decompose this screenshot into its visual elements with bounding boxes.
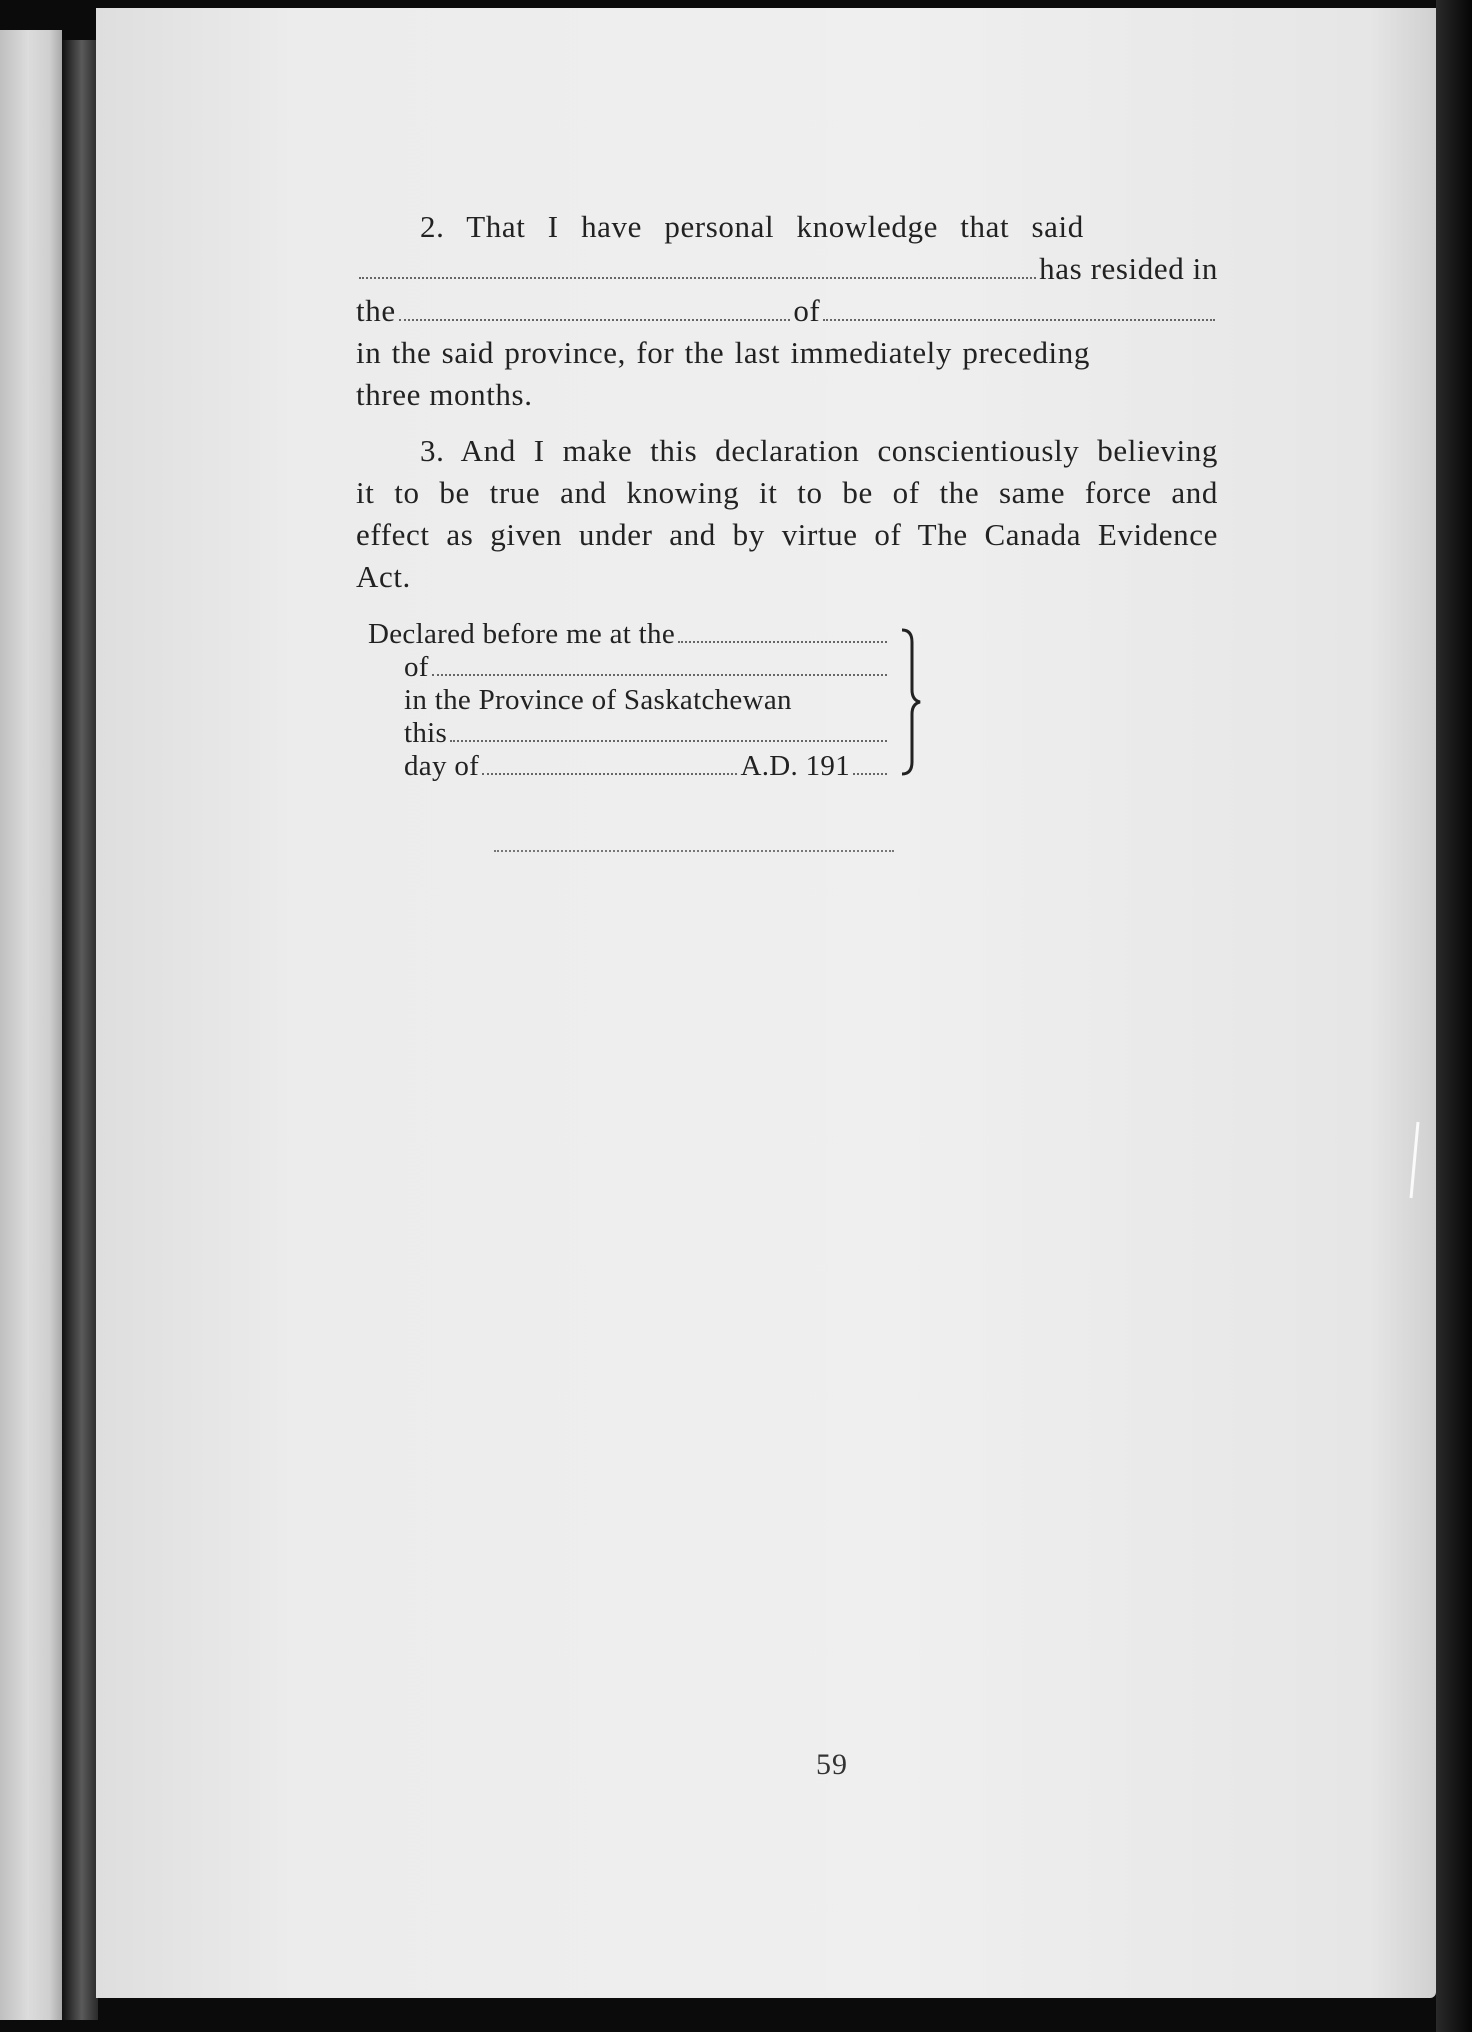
scan-border	[1436, 0, 1472, 2032]
left-page-edge	[0, 30, 62, 2020]
jurat-line-4	[368, 717, 890, 750]
jurat-place-blank	[678, 640, 887, 643]
jurat-day-of-text: day of	[404, 750, 480, 782]
locality-blank	[823, 318, 1215, 321]
paragraph-2-line-4	[356, 332, 1218, 374]
pencil-mark-icon	[1408, 1120, 1420, 1200]
jurat-of-blank	[432, 673, 887, 676]
name-blank	[359, 276, 1036, 279]
paragraph-2	[356, 206, 1218, 416]
jurat-of-text: of	[404, 651, 429, 683]
paragraph-2-the: the	[356, 293, 396, 328]
jurat-block	[368, 618, 890, 783]
paragraph-2-line-5-text: three months.	[356, 377, 533, 412]
paragraph-2-line-4-text: in the said province, for the last immediately preceding	[356, 335, 1090, 370]
signature-blank	[494, 850, 894, 852]
page-number: 59	[816, 1748, 848, 1781]
jurat-month-blank	[482, 772, 737, 775]
jurat-province-text: in the Province of Saskatchewan	[404, 684, 792, 716]
paragraph-2-line-1	[356, 206, 1218, 248]
curly-brace-icon	[898, 628, 924, 776]
paragraph-2-line-1-text: 2. That I have personal knowledge that said	[420, 209, 1084, 244]
paragraph-2-of: of	[793, 293, 821, 328]
jurat-declared-text: Declared before me at the	[368, 618, 675, 650]
jurat-line-2	[368, 651, 890, 684]
jurat-year-blank	[853, 772, 887, 775]
book-gutter	[62, 40, 98, 2020]
jurat-line-3	[368, 684, 890, 717]
jurat-this-text: this	[404, 717, 448, 749]
jurat-year-text: A.D. 191	[740, 750, 850, 782]
paragraph-2-line-2-text: has resided in	[1039, 251, 1218, 286]
paragraph-2-line-2	[356, 248, 1218, 290]
place-blank	[399, 318, 791, 321]
jurat-line-5	[368, 750, 890, 783]
body-text	[356, 206, 1218, 598]
paragraph-2-line-5	[356, 374, 1218, 416]
paragraph-3: 3. And I make this declaration conscientiously believing it to be true and knowing it to be of the same force and effect as given under and by virtue of The Canada Evidence Act.	[356, 433, 1218, 594]
jurat-line-1	[368, 618, 890, 651]
paragraph-2-line-3	[356, 290, 1218, 332]
jurat-day-blank	[450, 739, 887, 742]
